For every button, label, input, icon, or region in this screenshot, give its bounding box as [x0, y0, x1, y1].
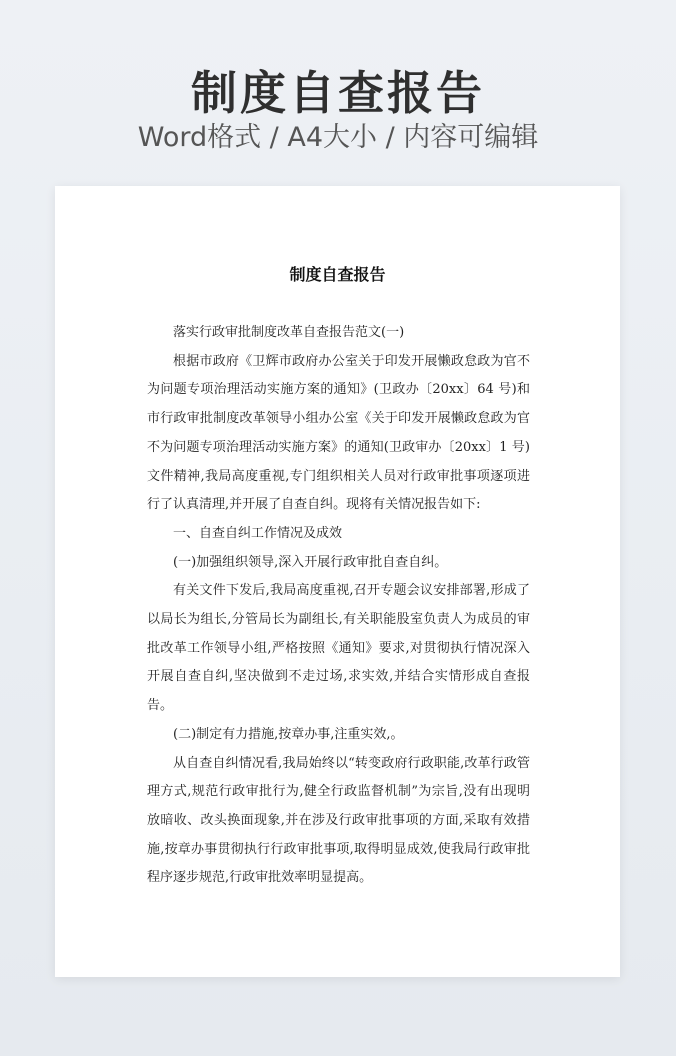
banner: [0, 0, 676, 186]
document-body: [147, 319, 530, 893]
subsection-heading: (一)加强组织领导,深入开展行政审批自查自纠。: [173, 554, 448, 570]
document-paragraph: 落实行政审批制度改革自查报告范文(一): [173, 325, 405, 340]
banner-subtitle: Word格式 / A4大小 / 内容可编辑: [137, 122, 539, 153]
section-heading: 一、自查自纠工作情况及成效: [173, 525, 343, 541]
document-paragraph: 从自查自纠情况看,我局始终以“转变政府行政职能,改革行政管理方式,规范行政审批行为,健全行政监督机制”为宗旨,没有出现明放暗收、改头换面现象,并在涉及行政审批事项的方面,采取有效措施,按章办事贯彻执行行政审批事项,取得明显成效,使我局行政审批程序逐步规范,行政审批效率明显提高。: [147, 755, 530, 886]
banner-title: 制度自查报告: [191, 66, 485, 120]
subsection-heading: (二)制定有力措施,按章办事,注重实效,。: [173, 726, 404, 742]
document-paragraph: 根据市政府《卫辉市政府办公室关于印发开展懒政怠政为官不为问题专项治理活动实施方案的通知》(卫政办〔20xx〕64 号)和市行政审批制度改革领导小组办公室《关于印发开展懒政怠政为官不为问题专项治理活动实施方案》的通知(卫政审办〔20xx〕1 号)文件精神,我局高度重视,专门组织相关人员对行政审批事项逐项进行了认真清理,并开展了自查自纠。现将有关情况报告如下:: [147, 353, 530, 513]
document-page: [55, 186, 620, 977]
document-title: 制度自查报告: [289, 265, 386, 284]
document-paragraph: 有关文件下发后,我局高度重视,召开专题会议安排部署,形成了以局长为组长,分管局长为副组长,有关职能股室负责人为成员的审批改革工作领导小组,严格按照《通知》要求,对贯彻执行情况深入开展自查自纠,坚决做到不走过场,求实效,并结合实情形成自查报告。: [147, 583, 530, 714]
